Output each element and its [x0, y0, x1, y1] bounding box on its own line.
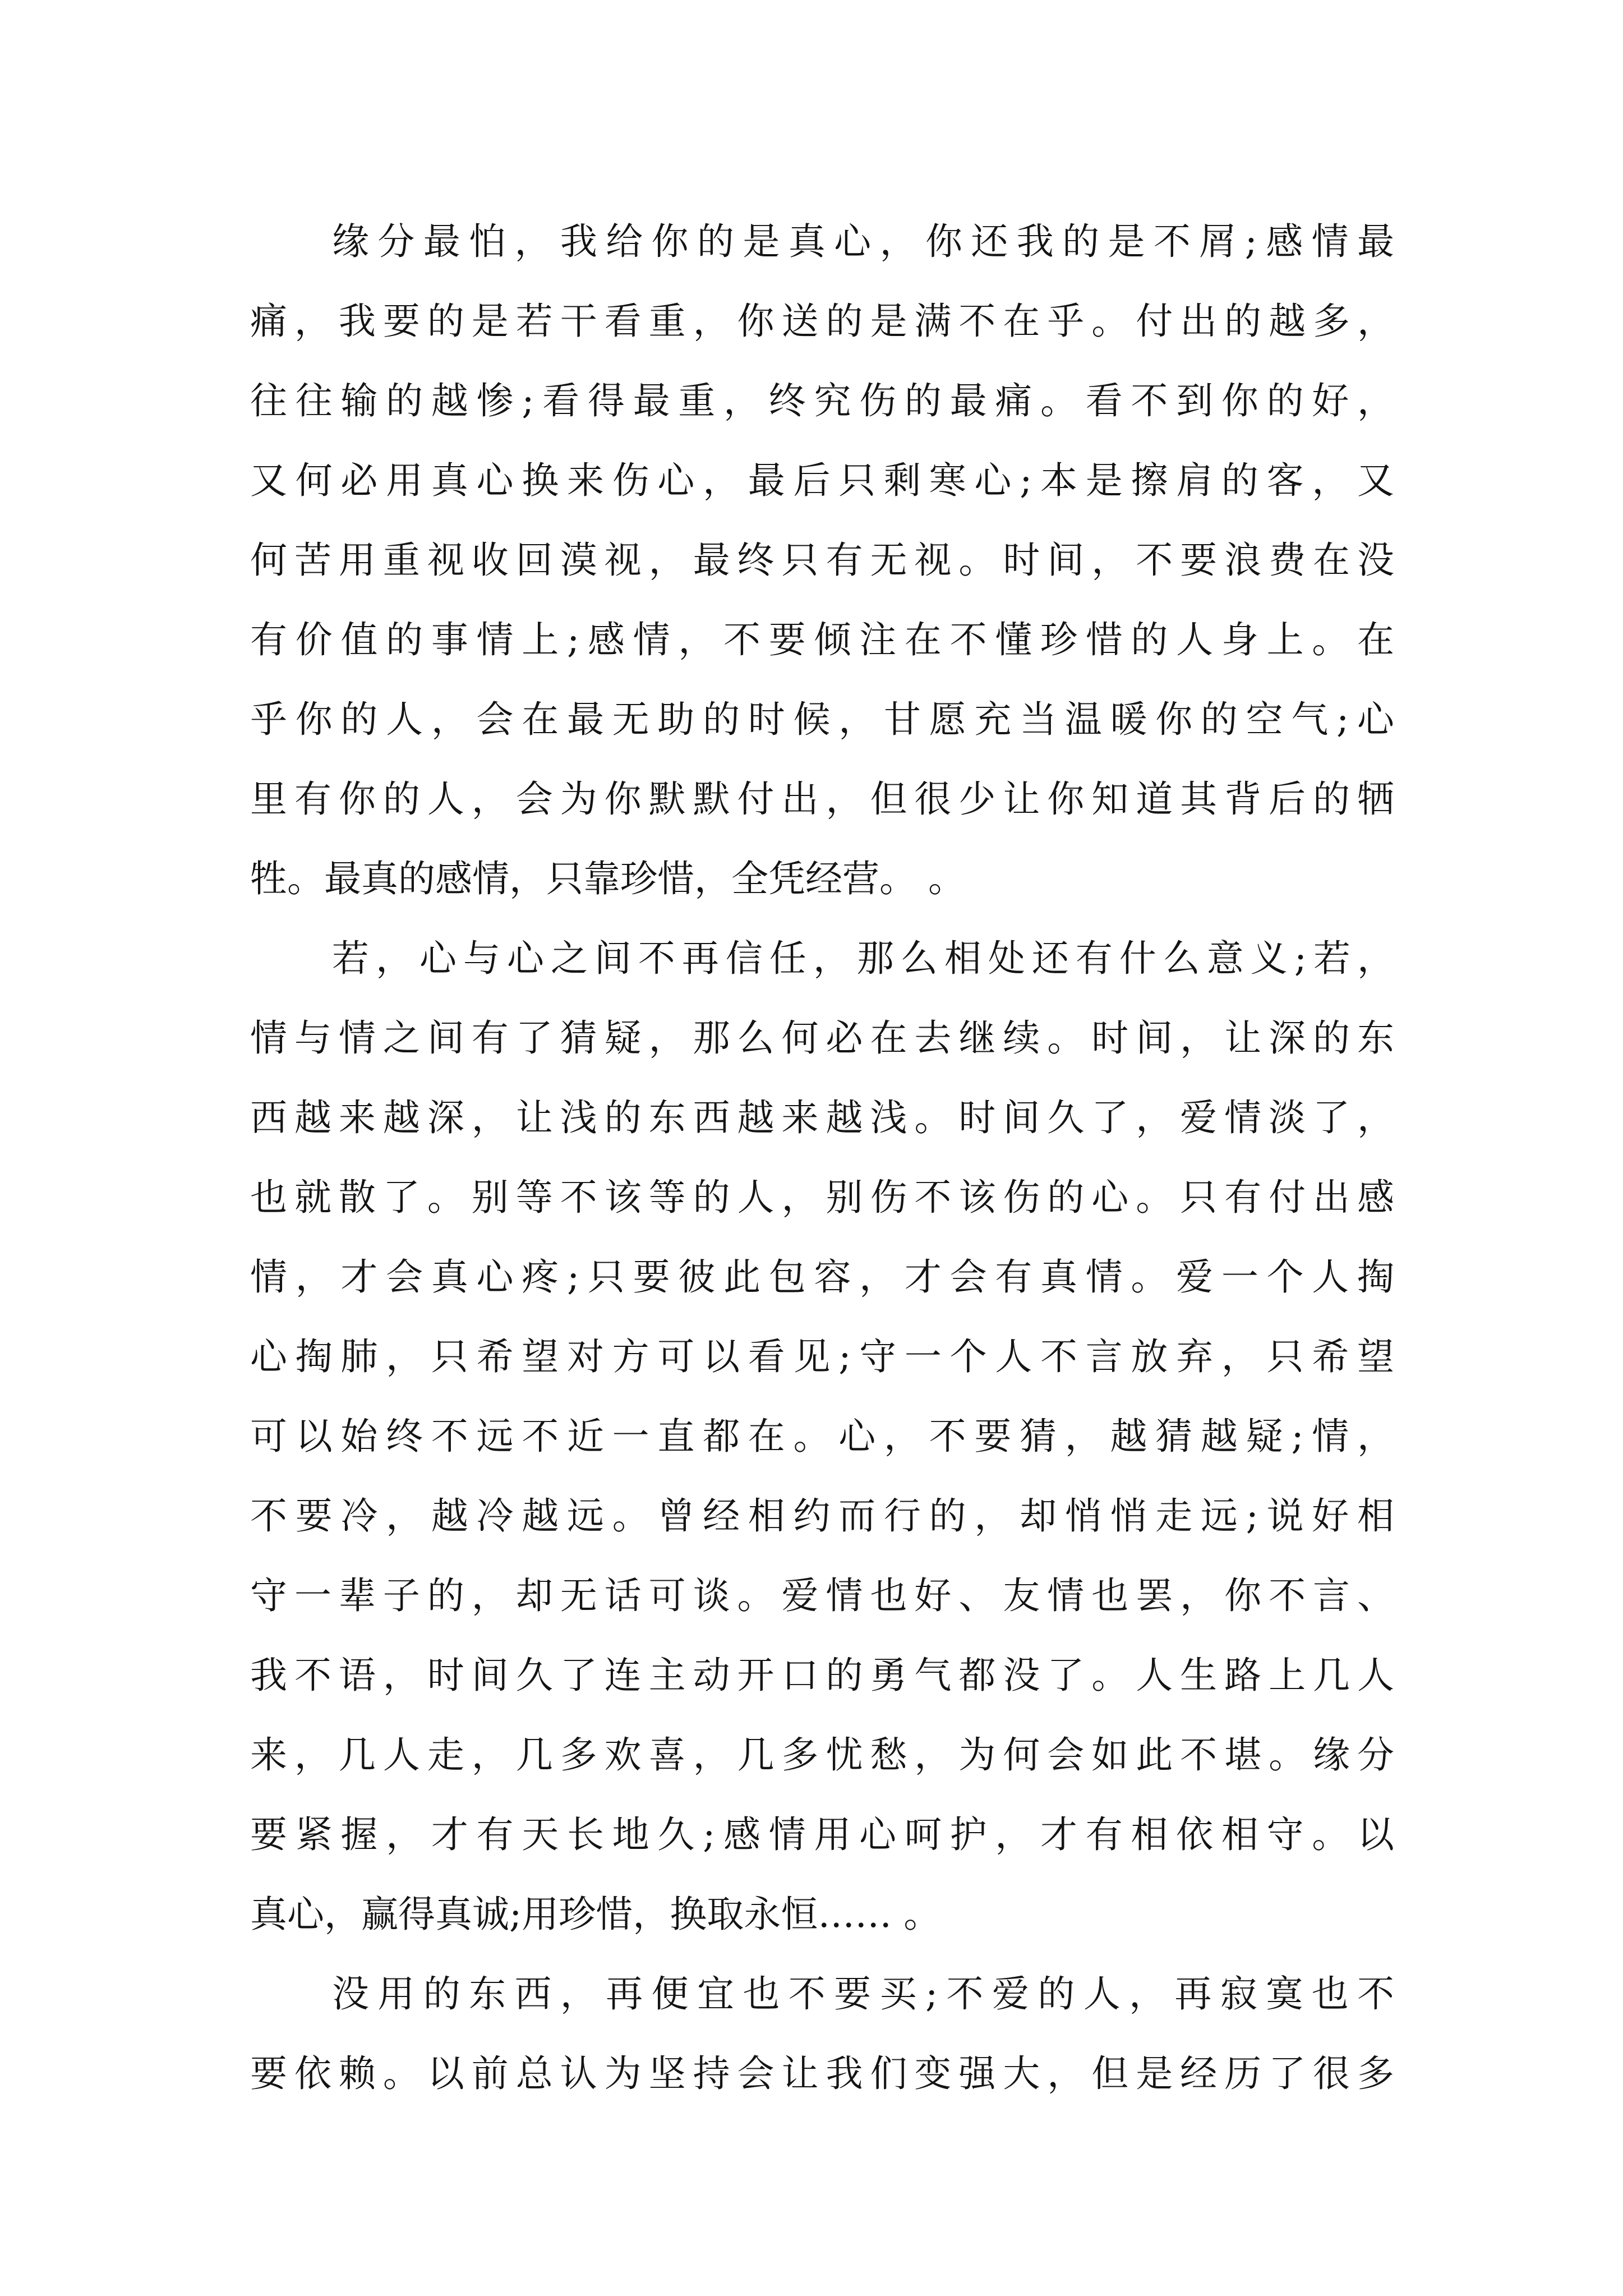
text-line: 要紧握，才有天长地久;感情用心呵护，才有相依相守。以 — [250, 1813, 1394, 1856]
text-line: 牲。最真的感情，只靠珍惜，全凭经营。 。 — [250, 857, 965, 900]
text-line: 若，心与心之间不再信任，那么相处还有什么意义;若， — [332, 937, 1394, 980]
text-line: 可以始终不远不近一直都在。心，不要猜，越猜越疑;情， — [250, 1415, 1394, 1458]
text-line: 来，几人走，几多欢喜，几多忧愁，为何会如此不堪。缘分 — [250, 1733, 1394, 1777]
text-line: 缘分最怕，我给你的是真心，你还我的是不屑;感情最 — [332, 220, 1394, 263]
paragraph-3 — [250, 1954, 1394, 2114]
text-line: 心掏肺，只希望对方可以看见;守一个人不言放弃，只希望 — [250, 1335, 1394, 1378]
paragraph-1 — [250, 202, 1394, 919]
text-line: 要依赖。以前总认为坚持会让我们变强大，但是经历了很多 — [250, 2052, 1394, 2095]
text-line: 守一辈子的，却无话可谈。爱情也好、友情也罢，你不言、 — [250, 1574, 1394, 1617]
text-line: 西越来越深，让浅的东西越来越浅。时间久了，爱情淡了， — [250, 1096, 1394, 1139]
text-line: 里有你的人，会为你默默付出，但很少让你知道其背后的牺 — [250, 777, 1394, 821]
text-line: 情与情之间有了猜疑，那么何必在去继续。时间，让深的东 — [250, 1016, 1394, 1060]
text-line: 没用的东西，再便宜也不要买;不爱的人，再寂寞也不 — [332, 1972, 1394, 2016]
text-line: 痛，我要的是若干看重，你送的是满不在乎。付出的越多， — [250, 300, 1394, 343]
text-line: 我不语，时间久了连主动开口的勇气都没了。人生路上几人 — [250, 1654, 1394, 1697]
text-line: 又何必用真心换来伤心，最后只剩寒心;本是擦肩的客，又 — [250, 459, 1394, 502]
document-body — [250, 202, 1394, 2114]
text-line: 乎你的人，会在最无助的时候，甘愿充当温暖你的空气;心 — [250, 698, 1394, 741]
text-line: 情，才会真心疼;只要彼此包容，才会有真情。爱一个人掏 — [250, 1255, 1394, 1299]
text-line: 有价值的事情上;感情，不要倾注在不懂珍惜的人身上。在 — [250, 618, 1394, 661]
text-line: 也就散了。别等不该等的人，别伤不该伤的心。只有付出感 — [250, 1176, 1394, 1219]
text-line: 往往输的越惨;看得最重，终究伤的最痛。看不到你的好， — [250, 379, 1394, 422]
text-line: 何苦用重视收回漠视，最终只有无视。时间，不要浪费在没 — [250, 539, 1394, 582]
text-line: 不要冷，越冷越远。曾经相约而行的，却悄悄走远;说好相 — [250, 1494, 1394, 1538]
paragraph-2 — [250, 919, 1394, 1954]
text-line: 真心，赢得真诚;用珍惜，换取永恒…… 。 — [250, 1893, 941, 1936]
